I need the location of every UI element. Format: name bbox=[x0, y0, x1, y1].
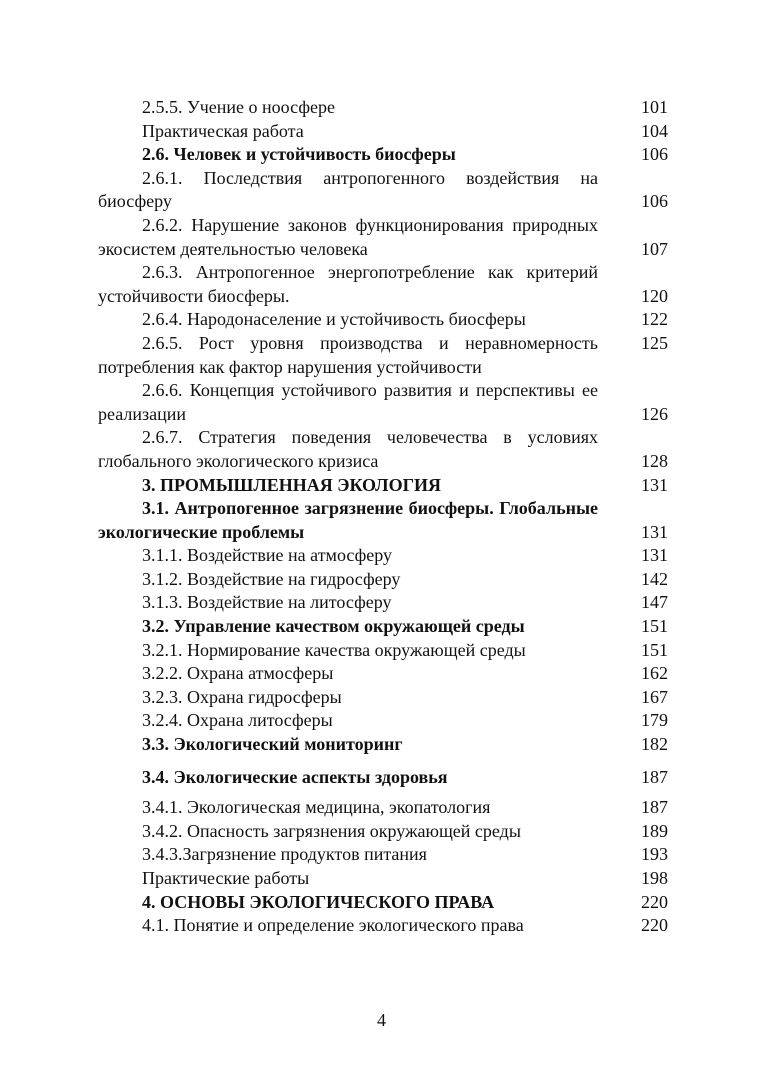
toc-entry-title: 4.1. Понятие и определение экологического права bbox=[142, 915, 524, 936]
toc-entry-page: 167 bbox=[641, 686, 668, 707]
toc-entry bbox=[98, 332, 672, 379]
toc-entry bbox=[98, 639, 672, 663]
toc-entry bbox=[98, 686, 672, 710]
toc-entry bbox=[98, 214, 672, 261]
toc-entry bbox=[98, 96, 672, 120]
toc-entry-title: 3.1. Антропогенное загрязнение биосферы. Глобальные экологические проблемы bbox=[98, 498, 598, 542]
toc-entry-page: 128 bbox=[641, 450, 668, 471]
toc-entry-title: 2.6. Человек и устойчивость биосферы bbox=[142, 144, 456, 165]
toc-entry-page: 220 bbox=[641, 915, 668, 936]
toc-entry-page: 147 bbox=[641, 592, 668, 613]
toc-section-heading bbox=[98, 615, 672, 639]
toc-chapter-heading bbox=[98, 891, 672, 915]
toc-entry-title: 2.6.3. Антропогенное энергопотребление как критерий устойчивости биосферы. bbox=[98, 262, 598, 306]
toc-entry bbox=[98, 568, 672, 592]
toc-entry-title: 3.1.2. Воздействие на гидросферу bbox=[142, 568, 401, 589]
toc-entry-page: 179 bbox=[641, 710, 668, 731]
toc-entry bbox=[98, 167, 672, 214]
toc-entry-page: 120 bbox=[641, 285, 668, 306]
toc-entry bbox=[98, 796, 672, 820]
toc-entry bbox=[98, 843, 672, 867]
toc-entry-title: 3.1.3. Воздействие на литосферу bbox=[142, 592, 392, 613]
toc-entry-title: 2.6.4. Народонаселение и устойчивость биосферы bbox=[142, 309, 526, 330]
toc-entry-page: 151 bbox=[641, 616, 668, 637]
toc-entry bbox=[98, 591, 672, 615]
toc-entry-title: Практическая работа bbox=[142, 120, 304, 141]
page-number: 4 bbox=[377, 1010, 386, 1030]
toc-chapter-heading bbox=[98, 474, 672, 498]
toc-entry-page: 220 bbox=[641, 891, 668, 912]
toc-entry-title: 3.2.4. Охрана литосферы bbox=[142, 710, 333, 731]
toc-entry-page: 131 bbox=[641, 474, 668, 495]
toc-entry-title: 2.5.5. Учение о ноосфере bbox=[142, 97, 335, 117]
toc-section-heading bbox=[98, 766, 672, 790]
toc-section-heading bbox=[98, 497, 672, 544]
toc-entry-page: 101 bbox=[641, 97, 668, 117]
toc-section-heading bbox=[98, 143, 672, 167]
toc-entry-page: 142 bbox=[641, 568, 668, 589]
toc-entry-title: 4. ОСНОВЫ ЭКОЛОГИЧЕСКОГО ПРАВА bbox=[142, 891, 495, 912]
toc-entry bbox=[98, 662, 672, 686]
toc-entry-title: 3.2. Управление качеством окружающей среды bbox=[142, 616, 525, 637]
toc-entry bbox=[98, 308, 672, 332]
toc-entry bbox=[98, 709, 672, 733]
toc-entry bbox=[98, 120, 672, 144]
toc-entry bbox=[98, 914, 672, 938]
toc-entry-title: 3.4. Экологические аспекты здоровья bbox=[142, 766, 448, 787]
toc-entry-page: 187 bbox=[641, 797, 668, 818]
toc-entry-title: 2.6.2. Нарушение законов функционирования природных экосистем деятельностью человека bbox=[98, 214, 598, 259]
toc-entry-page: 131 bbox=[641, 545, 668, 566]
toc-entry bbox=[98, 544, 672, 568]
toc-entry-page: 125 bbox=[641, 332, 668, 353]
toc-entry-page: 162 bbox=[641, 663, 668, 684]
table-of-contents bbox=[98, 96, 672, 938]
toc-entry-title: 3. ПРОМЫШЛЕННАЯ ЭКОЛОГИЯ bbox=[142, 474, 442, 495]
toc-entry-page: 122 bbox=[641, 309, 668, 330]
toc-entry-page: 104 bbox=[641, 120, 668, 141]
toc-entry-page: 131 bbox=[641, 521, 668, 542]
toc-entry-title: 2.6.1. Последствия антропогенного воздействия на биосферу bbox=[98, 167, 598, 212]
toc-entry-page: 187 bbox=[641, 766, 668, 787]
toc-entry-title: 3.2.3. Охрана гидросферы bbox=[142, 686, 342, 707]
toc-entry-title: Практические работы bbox=[142, 868, 310, 888]
toc-entry bbox=[98, 820, 672, 844]
toc-entry-title: 3.4.3.Загрязнение продуктов питания bbox=[142, 844, 427, 865]
toc-entry bbox=[98, 867, 672, 891]
toc-entry bbox=[98, 379, 672, 426]
toc-entry bbox=[98, 426, 672, 473]
toc-entry-title: 3.2.2. Охрана атмосферы bbox=[142, 663, 334, 684]
toc-entry-page: 106 bbox=[641, 191, 668, 212]
toc-entry-page: 193 bbox=[641, 844, 668, 865]
toc-entry-page: 151 bbox=[641, 639, 668, 660]
toc-entry bbox=[98, 261, 672, 308]
toc-entry-title: 2.6.7. Стратегия поведения человечества в условиях глобального экологического кризиса bbox=[98, 427, 598, 471]
toc-entry-page: 107 bbox=[641, 238, 668, 259]
toc-entry-title: 3.4.2. Опасность загрязнения окружающей среды bbox=[142, 820, 521, 841]
toc-entry-page: 106 bbox=[641, 144, 668, 165]
toc-entry-page: 198 bbox=[641, 868, 668, 888]
toc-entry-page: 126 bbox=[641, 403, 668, 424]
toc-entry-title: 2.6.5. Рост уровня производства и неравномерность потребления как фактор нарушения устойчивости bbox=[98, 332, 598, 377]
toc-entry-title: 3.1.1. Воздействие на атмосферу bbox=[142, 545, 393, 566]
toc-section-heading bbox=[98, 733, 672, 757]
toc-entry-page: 189 bbox=[641, 820, 668, 841]
toc-entry-title: 3.4.1. Экологическая медицина, экопатология bbox=[142, 797, 491, 818]
toc-entry-title: 3.2.1. Нормирование качества окружающей среды bbox=[142, 639, 526, 660]
toc-entry-title: 3.3. Экологический мониторинг bbox=[142, 734, 403, 755]
toc-entry-page: 182 bbox=[641, 734, 668, 755]
toc-entry-title: 2.6.6. Концепция устойчивого развития и перспективы ее реализации bbox=[98, 380, 598, 424]
